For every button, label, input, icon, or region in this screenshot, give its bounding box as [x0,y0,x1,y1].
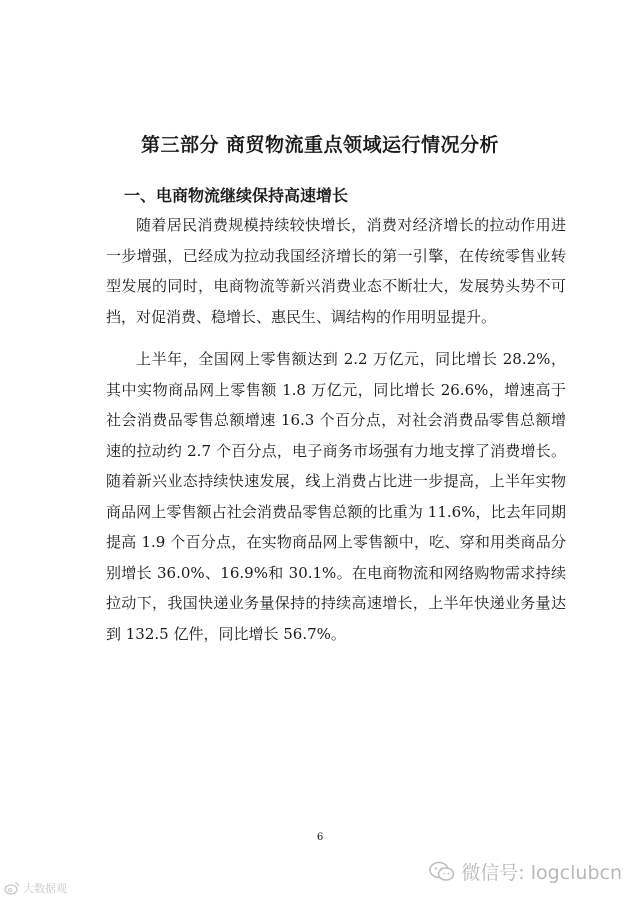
corner-watermark [4,880,67,896]
page-number: 6 [316,832,324,843]
page-title: 第三部分 商贸物流重点领域运行情况分析 [140,134,500,156]
weibo-icon [4,881,20,895]
section-heading: 一、电商物流继续保持高速增长 [124,186,349,205]
wechat-icon [429,861,455,883]
watermark-text: 微信号: logclubcn [461,862,622,884]
corner-mark-text: 大数据观 [23,882,67,895]
paragraph-1: 随着居民消费规模持续较快增长，消费对经济增长的拉动作用进一步增强，已经成为拉动我国经济增长的第一引擎，在传统零售业转型发展的同时，电商物流等新兴消费业态不断壮大，发展势头势不可挡，对促消费、稳增长、惠民生、调结构的作用明显提升。 [106,216,566,326]
wechat-watermark [429,858,622,885]
paragraph-2: 上半年，全国网上零售额达到 2.2 万亿元，同比增长 28.2%，其中实物商品网上零售额 1.8 万亿元，同比增长 26.6%，增速高于社会消费品零售总额增速 16.3 个百分点，对社会消费品零售总额增速的拉动约 2.7 个百分点，电子商务市场强有力地支撑了消费增长。随着新兴业态持续快速发展，线上消费占比进一步提高，上半年实物商品网上零售额占社会消费品零售总额的比重为 11.6%，比去年同期提高 1.9 个百分点，在实物商品网上零售额中，吃、穿和用类商品分别增长 36.0%、16.9%和 30.1%。在电商物流和网络购物需求持续拉动下，我国快递业务量保持的持续高速增长，上半年快递业务量达到 132.5 亿件，同比增长 56.7%。 [106,350,566,643]
